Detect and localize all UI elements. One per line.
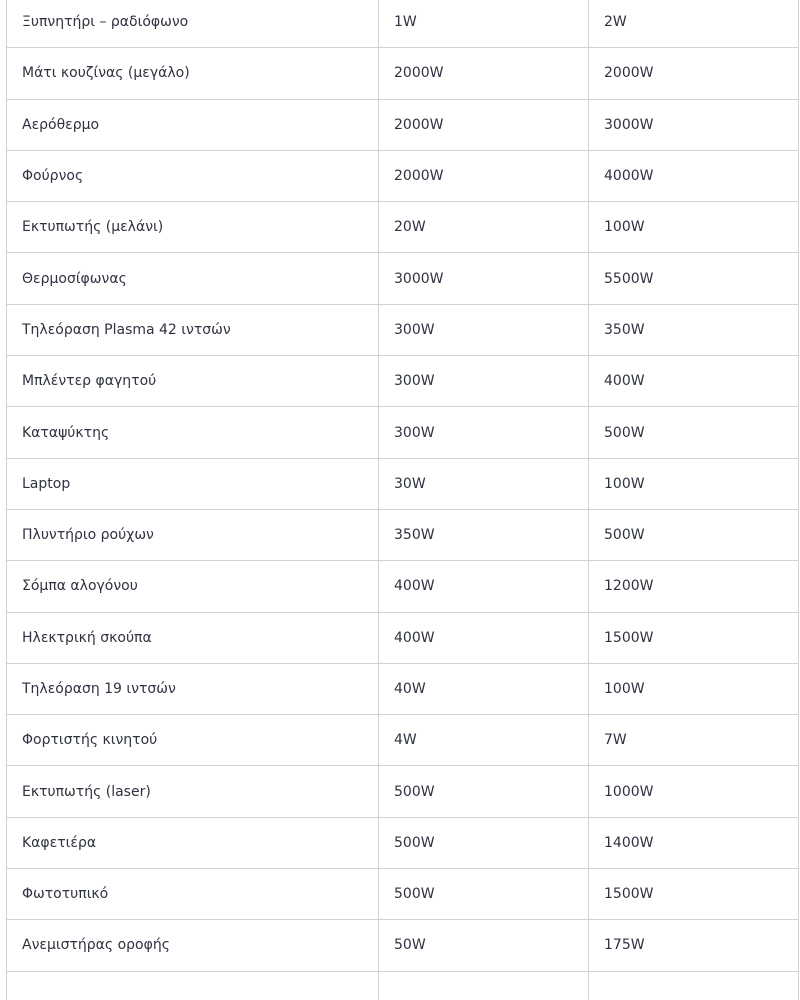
min-power-cell: 50W [379, 920, 589, 971]
table-row [7, 971, 799, 1000]
max-power-cell: 350W [589, 304, 799, 355]
max-power-cell: 4000W [589, 150, 799, 201]
max-power-cell: 100W [589, 663, 799, 714]
table-row [7, 356, 799, 407]
appliance-name-cell: Ηλεκτρική σκούπα [7, 612, 379, 663]
max-power-cell: 2W [589, 0, 799, 48]
table-row [7, 0, 799, 48]
max-power-cell: 500W [589, 407, 799, 458]
max-power-cell: 2000W [589, 48, 799, 99]
max-power-cell: 1000W [589, 766, 799, 817]
table-row [7, 920, 799, 971]
table-row [7, 202, 799, 253]
min-power-cell: 350W [379, 509, 589, 560]
appliance-name-cell: Εκτυπωτής (μελάνι) [7, 202, 379, 253]
table-row [7, 99, 799, 150]
max-power-cell: 1400W [589, 817, 799, 868]
appliance-name-cell: Θερμοσίφωνας [7, 253, 379, 304]
max-power-cell: 100W [589, 458, 799, 509]
table-row [7, 715, 799, 766]
empty-cell [379, 971, 589, 1000]
min-power-cell: 500W [379, 766, 589, 817]
appliance-name-cell: Καταψύκτης [7, 407, 379, 458]
table-row [7, 766, 799, 817]
min-power-cell: 2000W [379, 150, 589, 201]
max-power-cell: 5500W [589, 253, 799, 304]
table-row [7, 817, 799, 868]
table-row [7, 663, 799, 714]
table-row [7, 612, 799, 663]
appliance-name-cell: Φωτοτυπικό [7, 869, 379, 920]
appliance-name-cell: Καφετιέρα [7, 817, 379, 868]
table-row [7, 150, 799, 201]
min-power-cell: 400W [379, 612, 589, 663]
table-row [7, 561, 799, 612]
max-power-cell: 3000W [589, 99, 799, 150]
max-power-cell: 100W [589, 202, 799, 253]
max-power-cell: 175W [589, 920, 799, 971]
table-body [7, 0, 799, 1000]
appliance-name-cell: Μπλέντερ φαγητού [7, 356, 379, 407]
min-power-cell: 400W [379, 561, 589, 612]
min-power-cell: 500W [379, 817, 589, 868]
min-power-cell: 40W [379, 663, 589, 714]
min-power-cell: 30W [379, 458, 589, 509]
table-row [7, 458, 799, 509]
appliance-name-cell: Ξυπνητήρι – ραδιόφωνο [7, 0, 379, 48]
min-power-cell: 300W [379, 356, 589, 407]
max-power-cell: 500W [589, 509, 799, 560]
appliance-name-cell: Σόμπα αλογόνου [7, 561, 379, 612]
min-power-cell: 500W [379, 869, 589, 920]
max-power-cell: 1200W [589, 561, 799, 612]
table-row [7, 869, 799, 920]
table-row [7, 407, 799, 458]
min-power-cell: 300W [379, 407, 589, 458]
appliance-name-cell: Φούρνος [7, 150, 379, 201]
appliance-name-cell: Εκτυπωτής (laser) [7, 766, 379, 817]
empty-cell [7, 971, 379, 1000]
min-power-cell: 2000W [379, 48, 589, 99]
table-row [7, 48, 799, 99]
appliance-name-cell: Τηλεόραση Plasma 42 ιντσών [7, 304, 379, 355]
appliance-name-cell: Φορτιστής κινητού [7, 715, 379, 766]
appliance-name-cell: Πλυντήριο ρούχων [7, 509, 379, 560]
table-row [7, 253, 799, 304]
table-row [7, 304, 799, 355]
min-power-cell: 4W [379, 715, 589, 766]
appliance-name-cell: Μάτι κουζίνας (μεγάλο) [7, 48, 379, 99]
appliance-name-cell: Laptop [7, 458, 379, 509]
appliance-name-cell: Τηλεόραση 19 ιντσών [7, 663, 379, 714]
min-power-cell: 300W [379, 304, 589, 355]
max-power-cell: 1500W [589, 612, 799, 663]
max-power-cell: 400W [589, 356, 799, 407]
max-power-cell: 1500W [589, 869, 799, 920]
appliance-power-table [6, 0, 799, 1000]
min-power-cell: 1W [379, 0, 589, 48]
table-row [7, 509, 799, 560]
empty-cell [589, 971, 799, 1000]
min-power-cell: 20W [379, 202, 589, 253]
appliance-name-cell: Αερόθερμο [7, 99, 379, 150]
min-power-cell: 2000W [379, 99, 589, 150]
max-power-cell: 7W [589, 715, 799, 766]
appliance-name-cell: Ανεμιστήρας οροφής [7, 920, 379, 971]
min-power-cell: 3000W [379, 253, 589, 304]
